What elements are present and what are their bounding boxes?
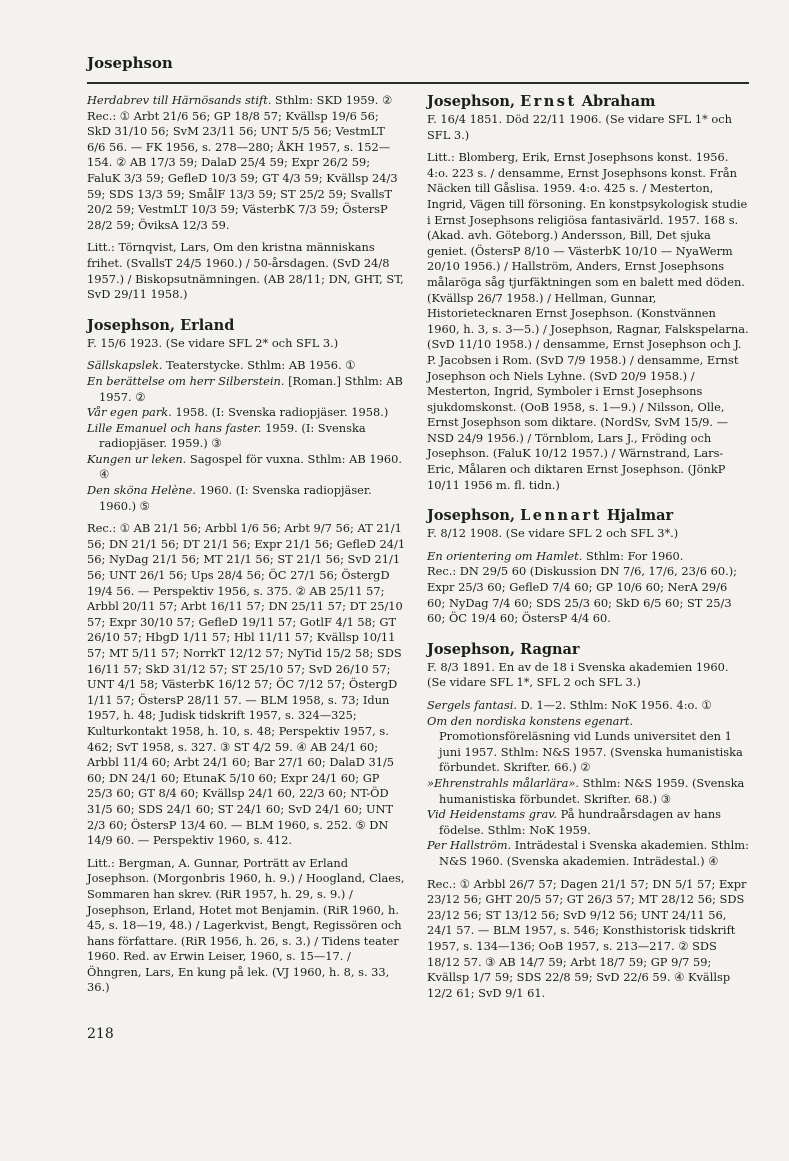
literature: Litt.: Bergman, A. Gunnar, Porträtt av Erland Josephson. (Morgonbris 1960, h. 9.) / Hoogland, Claes, Sommaren han skrev. (RiR 1957, h. 29, s. 9.) / Josephson, Erland, Hotet mot Benjamin. (RiR 1960, h. 45, s. 18—19, 48.) / Lagerkvist, Bengt, Regissören och hans författare. (RiR 1956, h. 26, s. 3.) / Tidens teater 1960. Red. av Erwin Leiser, 1960, s. 15—17. / Öhngren, Lars, En kung på lek. (VJ 1960, h. 8, s. 33, 36.)	[87, 855, 405, 995]
work-entry	[87, 483, 406, 514]
entry-heading-erland: Josephson, Erland	[87, 316, 235, 334]
reviews: Rec.: ① Arbbl 26/7 57; Dagen 21/1 57; DN 5/1 57; Expr 23/12 56; GHT 20/5 57; GT 26/3 57; MT 28/12 56; SDS 23/12 56; ST 13/12 56; SvD 9/12 56; UNT 24/11 56, 24/1 57. — BLM 1957, s. 546; Konsthistorisk tidskrift 1957, s. 134—136; OoB 1957, s. 213—217. ② SDS 18/12 57. ③ AB 14/7 59; Arbt 18/7 59; GP 9/7 59; Kvällsp 1/7 59; SDS 22/8 59; SvD 22/6 59. ④ Kvällsp 12/2 61; SvD 9/1 61.	[427, 876, 747, 1000]
bio: F. 15/6 1923. (Se vidare SFL 2* och SFL 3.)	[87, 335, 339, 350]
literature: Litt.: Törnqvist, Lars, Om den kristna människans frihet. (SvallsT 24/5 1960.) / 50-årsdagen. (SvD 24/8 1957.) / Biskopsutnämningen. (AB 28/11; DN, GHT, ST, SvD 29/11 1958.)	[87, 240, 404, 302]
work-details: Sthlm: For 1960.	[582, 548, 684, 563]
bio: F. 8/3 1891. En av de 18 i Svenska akademien 1960. (Se vidare SFL 1*, SFL 2 och SFL 3.)	[427, 659, 729, 690]
work-entry	[427, 714, 749, 776]
heading-given-name: Ernst	[520, 93, 577, 110]
work-entry	[427, 838, 749, 869]
work-details: Sthlm: SKD 1959. ②	[271, 93, 393, 107]
work-details: Promotionsföreläsning vid Lunds universitet den 1 juni 1957. Sthlm: N&S 1957. (Svenska humanistiska förbundet. Skrifter. 66.) ②	[439, 729, 743, 775]
page-number: 218	[87, 1026, 114, 1042]
work-entry	[87, 452, 406, 483]
reviews: Rec.: DN 29/5 60 (Diskussion DN 7/6, 17/6, 23/6 60.); Expr 25/3 60; GefleD 7/4 60; GP 10/6 60; NerA 29/6 60; NyDag 7/4 60; SDS 25/3 60; SkD 6/5 60; ST 25/3 60; ÖC 19/4 60; ÖstersP 4/4 60.	[427, 564, 737, 626]
work-title: Sergels fantasi.	[427, 698, 517, 712]
heading-middle-name: Hjalmar	[601, 507, 674, 525]
work-entry	[427, 549, 749, 565]
literature: Litt.: Blomberg, Erik, Ernst Josephsons konst. 1956. 4:o. 223 s. / densamme, Ernst Josephsons konst. Från Näcken till Gåslisa. 1959. 4:o. 425 s. / Mesterton, Ingrid, Vägen till försoning. En konstpsykologisk studie i Ernst Josephsons religiösa fantasivärld. 1957. 168 s. (Akad. avh. Göteborg.) Andersson, Bill, Det sjuka geniet. (ÖstersP 8/10 — VästerbK 10/10 — NyaWerm 20/10 1956.) / Hallström, Anders, Ernst Josephsons målaröga såg tjurfäktningen som en balett med döden. (Kvällsp 26/7 1958.) / Hellman, Gunnar, Historietecknaren Ernst Josephson. (Konstvännen 1960, h. 3, s. 3—5.) / Josephson, Ragnar, Falskspelarna. (SvD 11/10 1958.) / densamme, Ernst Josephson och J. P. Jacobsen i Rom. (SvD 7/9 1958.) / densamme, Ernst Josephson och Niels Lyhne. (SvD 20/9 1958.) / Mesterton, Ingrid, Symboler i Ernst Josephsons sjukdomskonst. (OoB 1958, s. 1—9.) / Nilsson, Olle, Ernst Josephson som diktare. (NordSv, SvM 15/9. — NSD 24/9 1956.) / Törnblom, Lars J., Fröding och Josephson. (FaluK 10/12 1957.) / Wärnstrand, Lars-Eric, Målaren och diktaren Ernst Josephson. (JönkP 10/11 1956 m. fl. tidn.)	[427, 150, 749, 492]
work-entry	[427, 807, 749, 838]
entry-heading-lennart	[427, 507, 749, 525]
work-title: Vår egen park.	[87, 405, 172, 420]
bio: F. 8/12 1908. (Se vidare SFL 2 och SFL 3*.)	[427, 526, 679, 541]
work-details: Sagospel för vuxna. Sthlm: AB 1960. ④	[99, 451, 402, 482]
entry-heading-ragnar: Josephson, Ragnar	[427, 640, 580, 658]
header-rule	[87, 82, 749, 84]
work-entry	[427, 698, 749, 714]
right-column	[427, 93, 749, 1008]
work-details: 1959. (I: Svenska radiopjäser. 1959.) ③	[99, 420, 366, 451]
work-details: [Roman.] Sthlm: AB 1957. ②	[99, 373, 403, 404]
work-title: Herdabrev till Härnösands stift.	[87, 93, 272, 107]
work-entry	[87, 421, 406, 452]
work-details: Sthlm: N&S 1959. (Svenska humanistiska förbundet. Skrifter. 68.) ③	[439, 775, 745, 806]
reviews: Rec.: ① Arbt 21/6 56; GP 18/8 57; Kvällsp 19/6 56; SkD 31/10 56; SvM 23/11 56; UNT 5/5 56; VestmLT 6/6 56. — FK 1956, s. 278—280; ÅKH 1957, s. 152—154. ② AB 17/3 59; DalaD 25/4 59; Expr 26/2 59; FaluK 3/3 59; GefleD 10/3 59; GT 4/3 59; Kvällsp 24/3 59; SDS 13/3 59; SmålF 13/3 59; ST 25/2 59; SvallsT 20/2 59; VestmLT 10/3 59; VästerbK 7/3 59; ÖstersP 28/2 59; ÖviksA 12/3 59.	[87, 108, 398, 232]
running-head: Josephson	[87, 54, 173, 72]
work-title: Sällskapslek.	[87, 358, 163, 373]
heading-name: Josephson,	[427, 93, 521, 110]
left-column	[87, 93, 406, 1003]
work-title: »Ehrenstrahls målarlära».	[427, 775, 579, 790]
reviews: Rec.: ① AB 21/1 56; Arbbl 1/6 56; Arbt 9/7 56; AT 21/1 56; DN 21/1 56; DT 21/1 56; Expr 21/1 56; GefleD 24/1 56; NyDag 21/1 56; MT 21/1 56; ST 21/1 56; SvD 21/1 56; UNT 26/1 56; Ups 28/4 56; ÖC 27/1 56; ÖstergD 19/4 56. — Perspektiv 1956, s. 375. ② AB 25/11 57; Arbbl 20/11 57; Arbt 16/11 57; DN 25/11 57; DT 25/10 57; Expr 30/10 57; GefleD 19/11 57; GotlF 4/1 58; GT 26/10 57; HbgD 1/11 57; Hbl 11/11 57; Kvällsp 10/11 57; MT 5/11 57; NorrkT 12/12 57; NyTid 15/2 58; SDS 16/11 57; SkD 31/12 57; ST 25/10 57; SvD 26/10 57; UNT 4/1 58; VästerbK 16/12 57; ÖC 7/12 57; ÖstergD 1/11 57; ÖstersP 28/11 57. — BLM 1958, s. 73; Idun 1957, h. 48; Judisk tidskrift 1957, s. 324—325; Kulturkontakt 1958, h. 10, s. 48; Perspektiv 1957, s. 462; SvT 1958, s. 327. ③ ST 4/2 59. ④ AB 24/1 60; Arbbl 11/4 60; Arbt 24/1 60; Bar 27/1 60; DalaD 31/5 60; DN 24/1 60; EtunaK 5/10 60; Expr 24/1 60; GP 25/3 60; GT 8/4 60; Kvällsp 24/1 60, 22/3 60; NT-ÖD 31/5 60; SDS 24/1 60; ST 24/1 60; SvD 24/1 60; UNT 2/3 60; ÖstersP 13/4 60. — BLM 1960, s. 252. ⑤ DN 14/9 60. — Perspektiv 1960, s. 412.	[87, 521, 406, 848]
heading-name: Josephson,	[427, 507, 521, 525]
work-details: D. 1—2. Sthlm: NoK 1956. 4:o. ①	[516, 698, 712, 712]
work-entry	[87, 405, 406, 421]
work-entry	[87, 358, 406, 374]
work-title: En berättelse om herr Silberstein.	[87, 373, 285, 388]
work-title: Lille Emanuel och hans faster.	[87, 420, 262, 435]
work-entry	[87, 93, 406, 109]
work-details: 1960. (I: Svenska radiopjäser. 1960.) ⑤	[99, 483, 372, 513]
work-details: 1958. (I: Svenska radiopjäser. 1958.)	[171, 405, 389, 420]
entry-heading-ernst	[427, 93, 749, 111]
work-details: På hundraårsdagen av hans födelse. Sthlm: NoK 1959.	[439, 807, 722, 837]
heading-given-name: Lennart	[520, 507, 602, 525]
work-title: Den sköna Helène.	[87, 483, 196, 498]
work-title: Vid Heidenstams grav.	[427, 807, 557, 822]
work-entry	[427, 776, 749, 807]
work-title: Per Hallström.	[427, 838, 512, 853]
work-details: Teaterstycke. Sthlm: AB 1956. ①	[162, 358, 356, 373]
heading-middle-name: Abraham	[576, 93, 656, 110]
work-title: Kungen ur leken.	[87, 451, 187, 466]
work-title: En orientering om Hamlet.	[427, 548, 583, 563]
work-entry	[87, 374, 406, 405]
work-details: Inträdestal i Svenska akademien. Sthlm: N&S 1960. (Svenska akademien. Inträdestal.) ④	[439, 838, 749, 868]
work-title: Om den nordiska konstens egenart.	[427, 713, 634, 728]
bio: F. 16/4 1851. Död 22/11 1906. (Se vidare SFL 1* och SFL 3.)	[427, 112, 732, 142]
